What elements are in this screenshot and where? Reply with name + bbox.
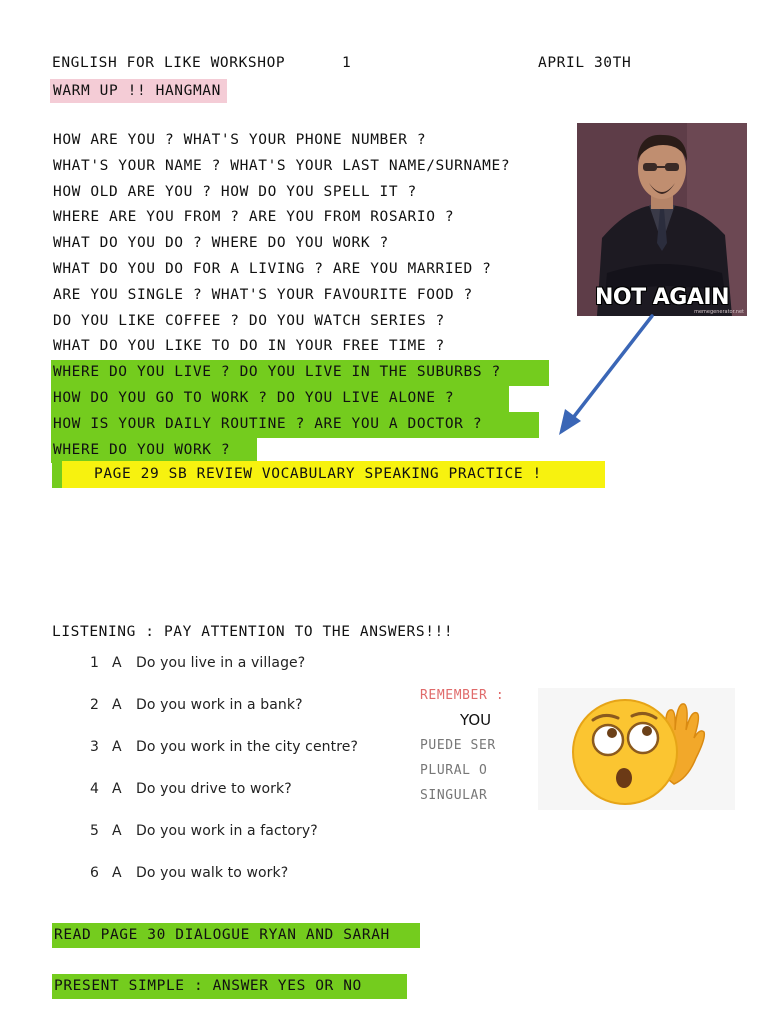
item-letter: A [112,823,122,839]
question-list [52,128,582,463]
item-text: Do you work in the city centre? [136,739,359,755]
question-line: HOW OLD ARE YOU ? HOW DO YOU SPELL IT ? [53,183,417,200]
question-line-highlighted: WHERE DO YOU WORK ? [51,438,257,464]
question-line-highlighted: HOW IS YOUR DAILY ROUTINE ? ARE YOU A DOCTOR ? [51,412,539,438]
item-text: Do you live in a village? [136,655,306,671]
document-number: 1 [342,55,352,71]
remember-line-3: SINGULAR [420,788,488,803]
question-line: HOW ARE YOU ? WHAT'S YOUR PHONE NUMBER ? [53,132,427,148]
item-number: 5 [90,823,99,839]
remember-line-1: PUEDE SER [420,738,496,753]
arrow-icon [555,313,655,438]
list-item [82,739,412,781]
list-item [82,655,412,697]
list-item [82,823,412,865]
list-item [82,865,412,907]
item-number: 1 [90,655,99,671]
list-item [82,697,412,739]
page-29-practice-note: PAGE 29 SB REVIEW VOCABULARY SPEAKING PRACTICE ! [52,461,605,488]
question-line: WHERE ARE YOU FROM ? ARE YOU FROM ROSARIO ? [53,209,455,226]
meme-credit: memegenerator.net [694,309,744,315]
document-date: APRIL 30TH [538,55,632,71]
meme-caption: NOT AGAIN [595,285,729,310]
question-line: WHAT DO YOU LIKE TO DO IN YOUR FREE TIME ? [53,338,445,355]
item-number: 4 [90,781,99,797]
item-number: 3 [90,739,99,755]
item-letter: A [112,697,122,713]
present-simple-instruction: PRESENT SIMPLE : ANSWER YES OR NO [52,974,407,999]
question-line: WHAT'S YOUR NAME ? WHAT'S YOUR LAST NAME/SURNAME? [53,157,511,174]
question-line: DO YOU LIKE COFFEE ? DO YOU WATCH SERIES ? [53,312,445,329]
document-title: ENGLISH FOR LIKE WORKSHOP [52,55,286,71]
item-text: Do you walk to work? [136,865,289,881]
listening-question-list [82,655,412,907]
question-line: WHAT DO YOU DO ? WHERE DO YOU WORK ? [53,235,389,252]
question-line-highlighted: HOW DO YOU GO TO WORK ? DO YOU LIVE ALONE ? [51,386,509,412]
item-text: Do you work in a bank? [136,697,303,713]
listening-heading: LISTENING : PAY ATTENTION TO THE ANSWERS!!! [52,624,454,640]
list-item [82,781,412,823]
item-letter: A [112,781,122,797]
warm-up-label: WARM UP !! HANGMAN [50,79,227,103]
item-text: Do you work in a factory? [136,823,318,839]
read-page-30-instruction: READ PAGE 30 DIALOGUE RYAN AND SARAH [52,923,420,948]
remember-label: REMEMBER : [420,688,505,703]
question-line: ARE YOU SINGLE ? WHAT'S YOUR FAVOURITE FOOD ? [53,286,473,303]
item-letter: A [112,865,122,881]
item-number: 2 [90,697,99,713]
item-letter: A [112,655,122,671]
item-letter: A [112,739,122,755]
item-text: Do you drive to work? [136,781,292,797]
question-line: WHAT DO YOU DO FOR A LIVING ? ARE YOU MARRIED ? [53,260,492,277]
item-number: 6 [90,865,99,881]
question-line-highlighted: WHERE DO YOU LIVE ? DO YOU LIVE IN THE SUBURBS ? [51,360,549,386]
thinking-emoji-icon [538,688,735,810]
remember-line-2: PLURAL O [420,763,488,778]
you-label: YOU [460,711,492,729]
not-again-meme-image [577,123,747,316]
